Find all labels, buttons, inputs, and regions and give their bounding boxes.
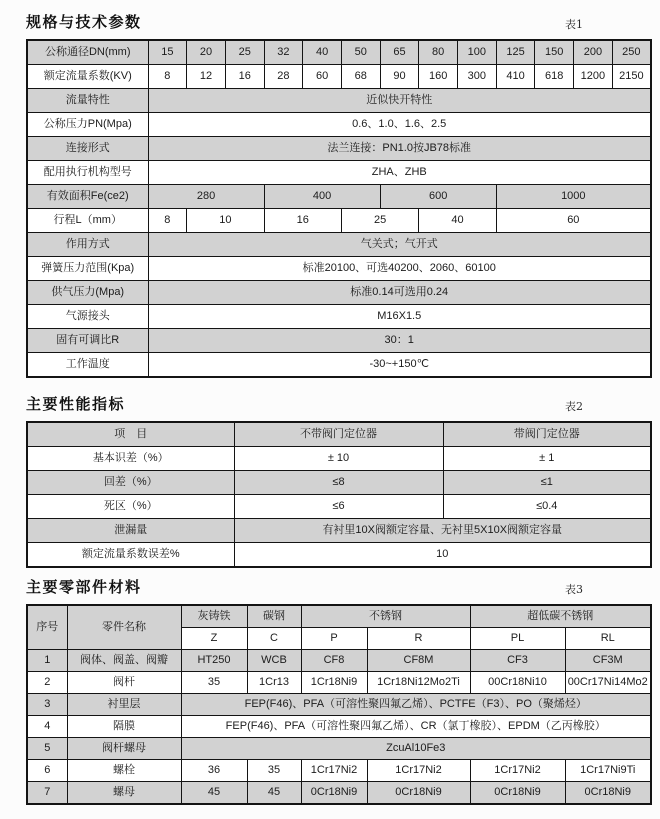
- table-row: [27, 650, 651, 672]
- value-cell: 碳钢: [247, 605, 301, 628]
- table-row: [27, 305, 651, 329]
- value-cell: 40: [419, 209, 496, 233]
- table-row: [27, 113, 651, 137]
- value-cell: 1200: [574, 65, 613, 89]
- table-row: [27, 329, 651, 353]
- value-cell: 400: [264, 185, 380, 209]
- section-header-specs: [26, 13, 651, 32]
- table-row: [27, 422, 651, 447]
- section-header-materials: [26, 578, 651, 597]
- row-label-cell: 有效面积Fe(ce2): [27, 185, 148, 209]
- value-cell: PL: [470, 628, 565, 650]
- table-row: [27, 209, 651, 233]
- row-label-cell: 4: [27, 716, 67, 738]
- value-cell: ≤8: [234, 471, 443, 495]
- table-row: [27, 233, 651, 257]
- value-cell: 灰铸铁: [181, 605, 247, 628]
- value-cell: 200: [574, 40, 613, 65]
- table-number-label-3: 表3: [565, 583, 583, 596]
- row-label-cell: 基本识差（%）: [27, 447, 234, 471]
- value-cell: 45: [181, 782, 247, 805]
- row-label-cell: 7: [27, 782, 67, 805]
- row-label-cell: 5: [27, 738, 67, 760]
- value-cell: 20: [187, 40, 226, 65]
- value-cell: 36: [181, 760, 247, 782]
- value-cell: 螺母: [67, 782, 181, 805]
- value-cell: WCB: [247, 650, 301, 672]
- table-row: [27, 447, 651, 471]
- row-label-cell: 气源接头: [27, 305, 148, 329]
- value-cell: 螺栓: [67, 760, 181, 782]
- value-cell: FEP(F46)、PFA（可溶性聚四氟乙烯）、CR（氯丁橡胶）、EPDM（乙丙橡胶）: [181, 716, 651, 738]
- value-cell: 600: [380, 185, 496, 209]
- value-cell: 60: [303, 65, 342, 89]
- value-cell: C: [247, 628, 301, 650]
- value-cell: P: [301, 628, 367, 650]
- value-cell: FEP(F46)、PFA（可溶性聚四氟乙烯）、PCTFE（F3）、PO（聚烯烃）: [181, 694, 651, 716]
- value-cell: 10: [187, 209, 264, 233]
- row-label-cell: 1: [27, 650, 67, 672]
- table-number-label-1: 表1: [565, 18, 583, 31]
- row-label-cell: 行程L（mm）: [27, 209, 148, 233]
- value-cell: 阀杆螺母: [67, 738, 181, 760]
- value-cell: 00Cr17Ni14Mo2: [565, 672, 651, 694]
- row-label-cell: 工作温度: [27, 353, 148, 378]
- value-cell: 隔膜: [67, 716, 181, 738]
- value-cell: 35: [181, 672, 247, 694]
- value-cell: 618: [535, 65, 574, 89]
- table-row: [27, 672, 651, 694]
- value-cell: 2150: [612, 65, 651, 89]
- value-cell: 28: [264, 65, 303, 89]
- row-label-cell: 公称通径DN(mm): [27, 40, 148, 65]
- value-cell: 1Cr18Ni9: [301, 672, 367, 694]
- value-cell: 零件名称: [67, 605, 181, 650]
- row-label-cell: 作用方式: [27, 233, 148, 257]
- section-header-performance: [26, 395, 651, 414]
- value-cell: 280: [148, 185, 264, 209]
- value-cell: 阀杆: [67, 672, 181, 694]
- value-cell: 1000: [496, 185, 651, 209]
- value-cell: 标准0.14可选用0.24: [148, 281, 651, 305]
- row-label-cell: 泄漏量: [27, 519, 234, 543]
- value-cell: CF8: [301, 650, 367, 672]
- section-materials: [26, 578, 651, 805]
- value-cell: RL: [565, 628, 651, 650]
- value-cell: 25: [225, 40, 264, 65]
- value-cell: 有衬里10X阀额定容量、无衬里5X10X阀额定容量: [234, 519, 651, 543]
- value-cell: 15: [148, 40, 187, 65]
- table-row: [27, 605, 651, 628]
- table-row: [27, 185, 651, 209]
- section-title-performance: 主要性能指标: [26, 396, 126, 413]
- table-row: [27, 257, 651, 281]
- value-cell: 0.6、1.0、1.6、2.5: [148, 113, 651, 137]
- row-label-cell: 额定流量系数(KV): [27, 65, 148, 89]
- value-cell: 法兰连接：PN1.0按JB78标准: [148, 137, 651, 161]
- section-title-materials: 主要零部件材料: [26, 579, 142, 596]
- table-row: [27, 782, 651, 805]
- section-title-specs: 规格与技术参数: [26, 14, 142, 31]
- value-cell: 气关式；气开式: [148, 233, 651, 257]
- value-cell: 带阀门定位器: [443, 422, 651, 447]
- table-row: [27, 471, 651, 495]
- value-cell: 不带阀门定位器: [234, 422, 443, 447]
- row-label-cell: 弹簧压力范围(Kpa): [27, 257, 148, 281]
- table-row: [27, 89, 651, 113]
- value-cell: 65: [380, 40, 419, 65]
- value-cell: 32: [264, 40, 303, 65]
- section-performance: [26, 395, 651, 568]
- row-label-cell: Z: [181, 628, 247, 650]
- value-cell: 超低碳不锈钢: [470, 605, 651, 628]
- value-cell: 16: [225, 65, 264, 89]
- value-cell: ≤0.4: [443, 495, 651, 519]
- performance-table: [26, 421, 652, 568]
- table-row: [27, 161, 651, 185]
- value-cell: 80: [419, 40, 458, 65]
- value-cell: R: [367, 628, 470, 650]
- value-cell: 10: [234, 543, 651, 568]
- value-cell: 125: [496, 40, 535, 65]
- value-cell: 250: [612, 40, 651, 65]
- table-row: [27, 519, 651, 543]
- value-cell: 25: [341, 209, 418, 233]
- table-row: [27, 281, 651, 305]
- table-row: [27, 760, 651, 782]
- value-cell: 68: [341, 65, 380, 89]
- value-cell: ± 1: [443, 447, 651, 471]
- table-row: [27, 137, 651, 161]
- value-cell: 45: [247, 782, 301, 805]
- value-cell: CF3: [470, 650, 565, 672]
- row-label-cell: 6: [27, 760, 67, 782]
- value-cell: -30~+150℃: [148, 353, 651, 378]
- value-cell: 1Cr17Ni2: [301, 760, 367, 782]
- value-cell: 90: [380, 65, 419, 89]
- row-label-cell: 2: [27, 672, 67, 694]
- specs-table: [26, 39, 652, 378]
- row-label-cell: 序号: [27, 605, 67, 650]
- row-label-cell: 项 目: [27, 422, 234, 447]
- value-cell: 300: [458, 65, 497, 89]
- value-cell: 12: [187, 65, 226, 89]
- value-cell: 不锈钢: [301, 605, 470, 628]
- row-label-cell: 3: [27, 694, 67, 716]
- value-cell: 60: [496, 209, 651, 233]
- row-label-cell: 回差（%）: [27, 471, 234, 495]
- value-cell: HT250: [181, 650, 247, 672]
- value-cell: 160: [419, 65, 458, 89]
- value-cell: 30：1: [148, 329, 651, 353]
- value-cell: 衬里层: [67, 694, 181, 716]
- table-row: [27, 694, 651, 716]
- value-cell: ± 10: [234, 447, 443, 471]
- value-cell: 近似快开特性: [148, 89, 651, 113]
- value-cell: 00Cr18Ni10: [470, 672, 565, 694]
- value-cell: M16X1.5: [148, 305, 651, 329]
- value-cell: 0Cr18Ni9: [367, 782, 470, 805]
- value-cell: ≤6: [234, 495, 443, 519]
- row-label-cell: 死区（%）: [27, 495, 234, 519]
- section-specs: [26, 13, 651, 378]
- table-row: [27, 543, 651, 568]
- table-row: [27, 40, 651, 65]
- value-cell: 0Cr18Ni9: [470, 782, 565, 805]
- value-cell: 1Cr17Ni2: [367, 760, 470, 782]
- value-cell: 40: [303, 40, 342, 65]
- value-cell: 1Cr18Ni12Mo2Ti: [367, 672, 470, 694]
- table-number-label-2: 表2: [565, 400, 583, 413]
- value-cell: 1Cr17Ni2: [470, 760, 565, 782]
- table-row: [27, 353, 651, 378]
- value-cell: 1Cr13: [247, 672, 301, 694]
- value-cell: 150: [535, 40, 574, 65]
- value-cell: 100: [458, 40, 497, 65]
- row-label-cell: 固有可调比R: [27, 329, 148, 353]
- row-label-cell: 流量特性: [27, 89, 148, 113]
- value-cell: 50: [341, 40, 380, 65]
- table-row: [27, 738, 651, 760]
- row-label-cell: 额定流量系数误差%: [27, 543, 234, 568]
- value-cell: ZHA、ZHB: [148, 161, 651, 185]
- value-cell: CF8M: [367, 650, 470, 672]
- value-cell: ZcuAl10Fe3: [181, 738, 651, 760]
- value-cell: 阀体、阀盖、阀瓣: [67, 650, 181, 672]
- value-cell: 8: [148, 65, 187, 89]
- table-row: [27, 716, 651, 738]
- value-cell: 标准20100、可选40200、2060、60100: [148, 257, 651, 281]
- value-cell: 0Cr18Ni9: [301, 782, 367, 805]
- value-cell: 410: [496, 65, 535, 89]
- value-cell: CF3M: [565, 650, 651, 672]
- value-cell: 16: [264, 209, 341, 233]
- value-cell: 35: [247, 760, 301, 782]
- value-cell: 0Cr18Ni9: [565, 782, 651, 805]
- row-label-cell: 连接形式: [27, 137, 148, 161]
- value-cell: ≤1: [443, 471, 651, 495]
- materials-table: [26, 604, 652, 805]
- value-cell: 8: [148, 209, 187, 233]
- table-row: [27, 65, 651, 89]
- row-label-cell: 配用执行机构型号: [27, 161, 148, 185]
- row-label-cell: 公称压力PN(Mpa): [27, 113, 148, 137]
- table-row: [27, 495, 651, 519]
- value-cell: 1Cr17Ni9Ti: [565, 760, 651, 782]
- row-label-cell: 供气压力(Mpa): [27, 281, 148, 305]
